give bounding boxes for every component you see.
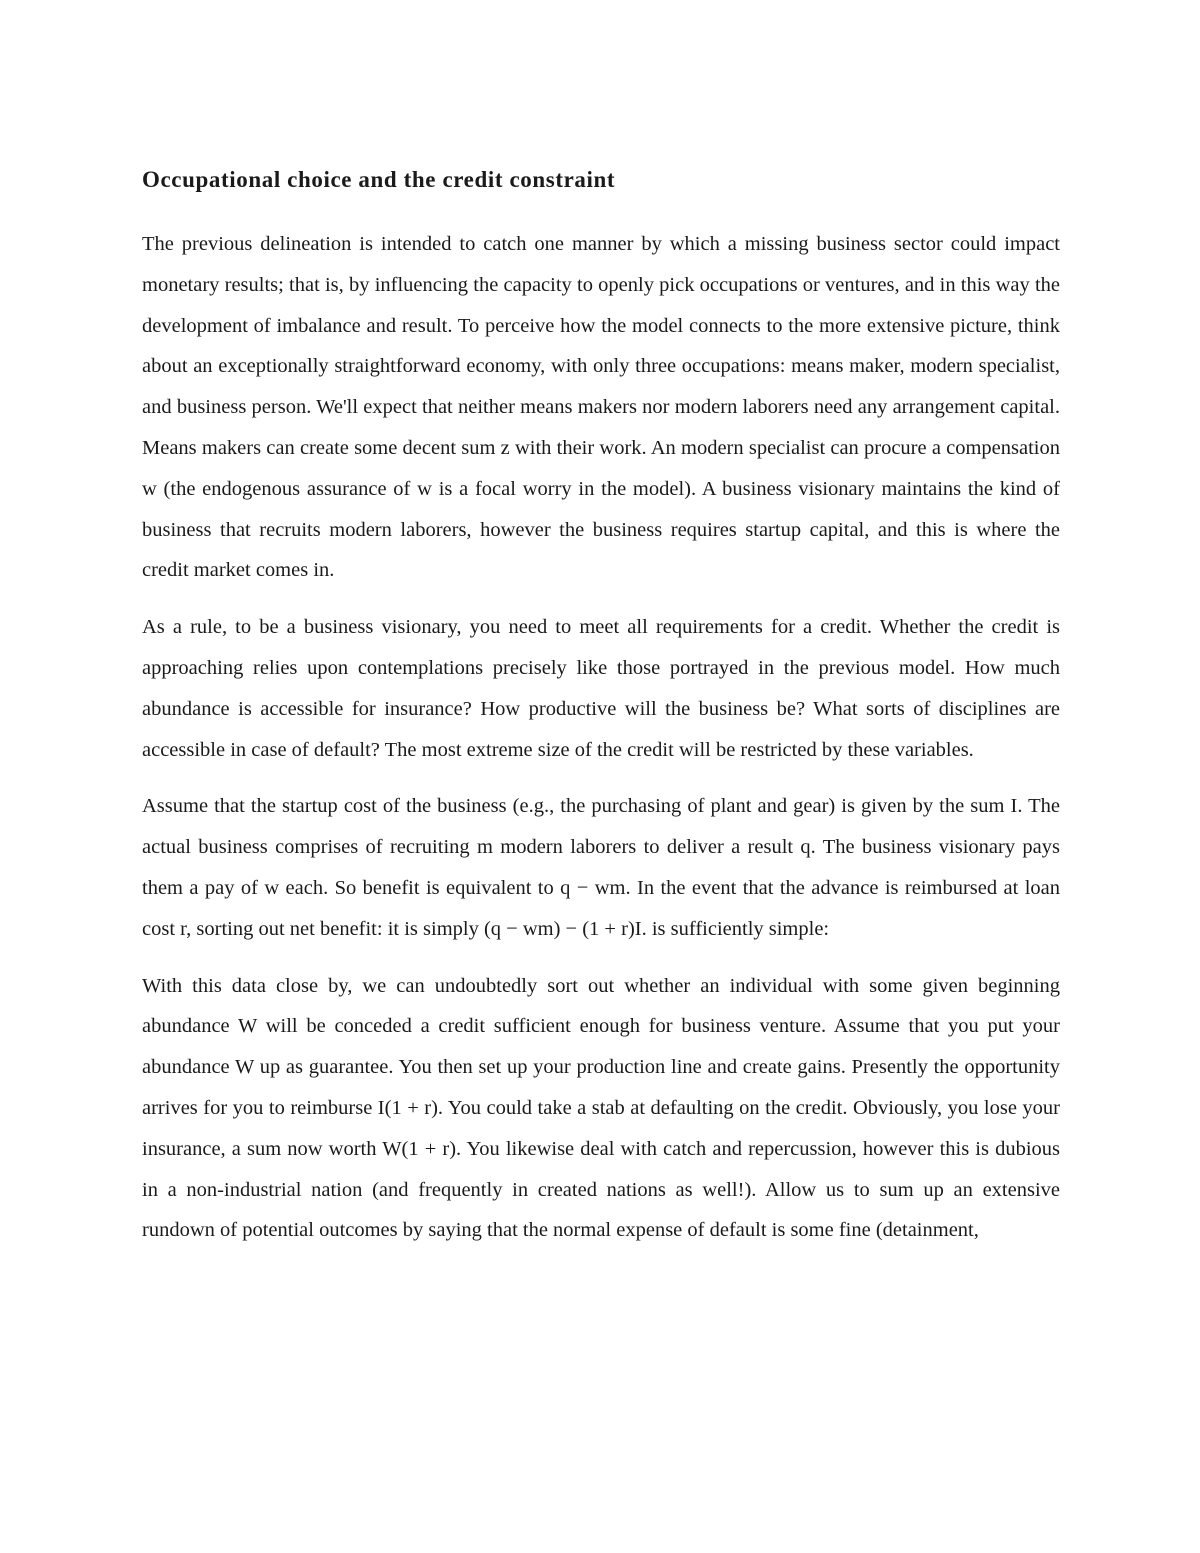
paragraph: The previous delineation is intended to catch one manner by which a missing business sector could impact monetary results; that is, by influencing the capacity to openly pick occupations or ventures, and in this way the development of imbalance and result. To perceive how the model connects to the more extensive picture, think about an exceptionally straightforward economy, with only three occupations: means maker, modern specialist, and business person. We'll expect that neither means makers nor modern laborers need any arrangement capital. Means makers can create some decent sum z with their work. An modern specialist can procure a compensation w (the endogenous assurance of w is a focal worry in the model). A business visionary maintains the kind of business that recruits modern laborers, however the business requires startup capital, and this is where the credit market comes in. [142, 233, 1060, 582]
paragraph: Assume that the startup cost of the business (e.g., the purchasing of plant and gear) is given by the sum I. The actual business comprises of recruiting m modern laborers to deliver a result q. The business visionary pays them a pay of w each. So benefit is equivalent to q − wm. In the event that the advance is reimbursed at loan cost r, sorting out net benefit: it is simply (q − wm) − (1 + r)I. is sufficiently simple: [142, 795, 1060, 940]
document-heading: Occupational choice and the credit constraint [142, 167, 616, 192]
paragraph: With this data close by, we can undoubtedly sort out whether an individual with some given beginning abundance W will be conceded a credit sufficient enough for business venture. Assume that you put your abundance W up as guarantee. You then set up your production line and create gains. Presently the opportunity arrives for you to reimburse I(1 + r). You could take a stab at defaulting on the credit. Obviously, you lose your insurance, a sum now worth W(1 + r). You likewise deal with catch and repercussion, however this is dubious in a non-industrial nation (and frequently in created nations as well!). Allow us to sum up an extensive rundown of potential outcomes by saying that the normal expense of default is some fine (detainment, [142, 974, 1060, 1242]
paragraph: As a rule, to be a business visionary, you need to meet all requirements for a credit. Whether the credit is approaching relies upon contemplations precisely like those portrayed in the previous model. How much abundance is accessible for insurance? How productive will the business be? What sorts of disciplines are accessible in case of default? The most extreme size of the credit will be restricted by these variables. [142, 616, 1060, 761]
document-body [142, 162, 1060, 1267]
